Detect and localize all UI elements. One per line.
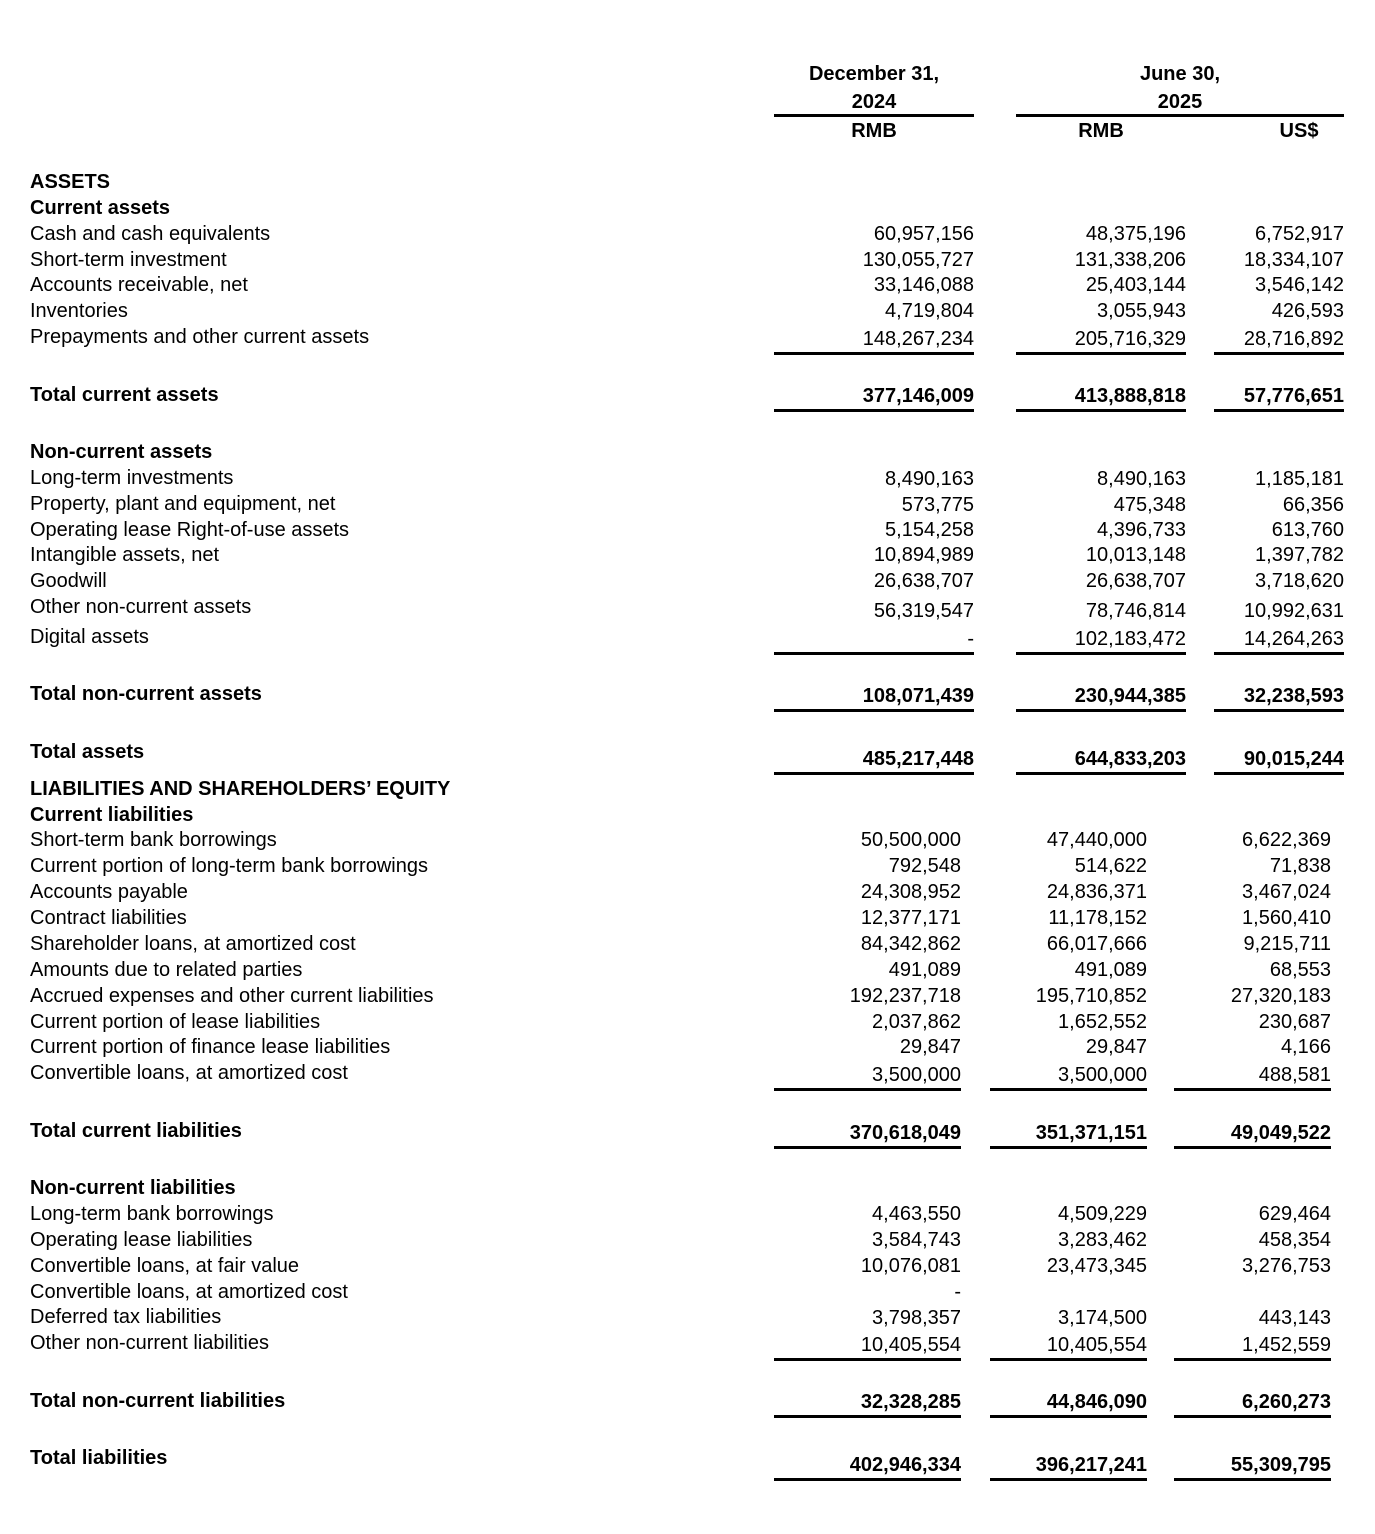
row-label: Contract liabilities	[30, 907, 187, 929]
row-label: Accrued expenses and other current liabilities	[30, 985, 434, 1007]
row-value-col2: 23,473,345	[1046, 1255, 1147, 1277]
row-value-col2: 8,490,163	[1097, 468, 1186, 490]
underline	[1174, 1088, 1331, 1091]
row-value-col2: 514,622	[1074, 855, 1147, 877]
row-value-col2: 4,509,229	[1058, 1203, 1147, 1225]
underline	[1214, 409, 1344, 412]
row-value-col1: 130,055,727	[862, 249, 974, 271]
row-label: Prepayments and other current assets	[30, 326, 370, 348]
total-noncurrent-assets-col2: 230,944,385	[1074, 685, 1186, 707]
underline	[774, 1146, 961, 1149]
row-value-col1: 3,798,357	[872, 1307, 961, 1329]
liabilities-heading: LIABILITIES AND SHAREHOLDERS’ EQUITY	[30, 778, 451, 800]
total-noncurrent-assets-label: Total non-current assets	[30, 683, 262, 705]
row-label: Other non-current liabilities	[30, 1332, 269, 1354]
underline	[1174, 1358, 1331, 1361]
total-noncurrent-liabilities-label: Total non-current liabilities	[30, 1390, 286, 1412]
noncurrent-liabilities-heading: Non-current liabilities	[30, 1177, 236, 1199]
col1-header	[774, 60, 974, 116]
underline	[990, 1358, 1147, 1361]
total-current-assets-label: Total current assets	[30, 384, 219, 406]
row-value-col2: 195,710,852	[1035, 985, 1147, 1007]
row-value-col3: 9,215,711	[1243, 933, 1331, 955]
row-value-col3: 1,397,782	[1255, 544, 1344, 566]
row-label: Other non-current assets	[30, 596, 252, 618]
row-label: Digital assets	[30, 626, 149, 648]
row-value-col3: 3,718,620	[1255, 570, 1344, 592]
row-value-col1: 792,548	[888, 855, 961, 877]
row-value-col3: 18,334,107	[1243, 249, 1344, 271]
total-liabilities-col3: 55,309,795	[1230, 1454, 1331, 1476]
row-value-col2: 29,847	[1085, 1036, 1147, 1058]
row-value-col2: 3,055,943	[1097, 300, 1186, 322]
underline	[990, 1088, 1147, 1091]
row-value-col1: -	[954, 1281, 961, 1303]
underline	[774, 409, 974, 412]
row-value-col1: 26,638,707	[873, 570, 974, 592]
underline	[1016, 352, 1186, 355]
row-value-col1: -	[967, 628, 974, 650]
row-value-col1: 60,957,156	[873, 223, 974, 245]
total-noncurrent-assets-col1: 108,071,439	[862, 685, 974, 707]
total-current-assets-col3: 57,776,651	[1243, 385, 1344, 407]
row-label: Convertible loans, at amortized cost	[30, 1281, 348, 1303]
col1-currency: RMB	[851, 120, 897, 142]
underline	[990, 1146, 1147, 1149]
row-value-col2: 205,716,329	[1074, 328, 1186, 350]
underline	[1016, 709, 1186, 712]
total-current-liabilities-label: Total current liabilities	[30, 1120, 242, 1142]
total-current-liabilities-col3: 49,049,522	[1230, 1122, 1331, 1144]
row-value-col1: 12,377,171	[860, 907, 961, 929]
row-value-col2: 102,183,472	[1074, 628, 1186, 650]
row-value-col1: 56,319,547	[873, 600, 974, 622]
total-liabilities-label: Total liabilities	[30, 1447, 168, 1469]
row-value-col1: 3,584,743	[872, 1229, 961, 1251]
row-label: Current portion of finance lease liabilities	[30, 1036, 391, 1058]
row-value-col3: 71,838	[1269, 855, 1331, 877]
total-assets-col2: 644,833,203	[1074, 748, 1186, 770]
row-label: Operating lease Right-of-use assets	[30, 519, 350, 541]
row-label: Convertible loans, at fair value	[30, 1255, 300, 1277]
current-liabilities-heading: Current liabilities	[30, 804, 194, 826]
row-value-col3: 458,354	[1258, 1229, 1331, 1251]
col1-date-line2: 2024	[851, 91, 897, 113]
current-assets-heading: Current assets	[30, 197, 171, 219]
row-value-col2: 10,013,148	[1085, 544, 1186, 566]
row-value-col1: 10,076,081	[860, 1255, 961, 1277]
col3-currency: US$	[1279, 120, 1319, 142]
row-value-col3: 1,452,559	[1242, 1334, 1331, 1356]
row-value-col1: 3,500,000	[872, 1064, 961, 1086]
row-value-col3: 4,166	[1280, 1036, 1331, 1058]
total-liabilities-col1: 402,946,334	[849, 1454, 961, 1476]
row-value-col1: 5,154,258	[885, 519, 974, 541]
row-label: Cash and cash equivalents	[30, 223, 271, 245]
row-value-col2: 10,405,554	[1046, 1334, 1147, 1356]
underline	[774, 352, 974, 355]
total-assets-col1: 485,217,448	[862, 748, 974, 770]
row-value-col3: 629,464	[1258, 1203, 1331, 1225]
row-label: Current portion of long-term bank borrowings	[30, 855, 428, 877]
row-value-col3: 1,560,410	[1242, 907, 1331, 929]
total-noncurrent-liabilities-col2: 44,846,090	[1046, 1391, 1147, 1413]
underline	[1016, 652, 1186, 655]
row-value-col3: 68,553	[1269, 959, 1331, 981]
underline	[1174, 1146, 1331, 1149]
row-value-col2: 3,283,462	[1058, 1229, 1147, 1251]
underline	[1174, 1415, 1331, 1418]
row-value-col2: 3,174,500	[1058, 1307, 1147, 1329]
row-value-col1: 29,847	[899, 1036, 961, 1058]
row-label: Intangible assets, net	[30, 544, 220, 566]
underline	[1174, 1478, 1331, 1481]
underline	[1214, 772, 1344, 775]
total-current-assets-col2: 413,888,818	[1074, 385, 1186, 407]
total-noncurrent-liabilities-col1: 32,328,285	[860, 1391, 961, 1413]
row-value-col3: 443,143	[1258, 1307, 1331, 1329]
group2-date-line2: 2025	[1157, 91, 1203, 113]
underline	[774, 709, 974, 712]
underline	[1016, 409, 1186, 412]
row-value-col3: 6,752,917	[1255, 223, 1344, 245]
underline	[774, 772, 974, 775]
row-value-col1: 2,037,862	[872, 1011, 961, 1033]
row-value-col2: 11,178,152	[1048, 907, 1147, 929]
row-value-col3: 14,264,263	[1243, 628, 1344, 650]
row-label: Current portion of lease liabilities	[30, 1011, 321, 1033]
underline	[774, 1358, 961, 1361]
underline	[1214, 652, 1344, 655]
row-label: Long-term investments	[30, 467, 234, 489]
total-assets-col3: 90,015,244	[1243, 748, 1344, 770]
row-value-col1: 491,089	[888, 959, 961, 981]
row-value-col2: 3,500,000	[1058, 1064, 1147, 1086]
col1-date-line1: December 31,	[808, 63, 940, 85]
row-label: Accounts receivable, net	[30, 274, 248, 296]
underline	[1016, 772, 1186, 775]
total-assets-label: Total assets	[30, 741, 145, 763]
row-value-col3: 426,593	[1271, 300, 1344, 322]
group2-header	[1016, 60, 1344, 116]
row-label: Shareholder loans, at amortized cost	[30, 933, 356, 955]
row-value-col3: 230,687	[1258, 1011, 1331, 1033]
row-value-col2: 66,017,666	[1046, 933, 1147, 955]
row-label: Short-term bank borrowings	[30, 829, 277, 851]
row-value-col3: 6,622,369	[1242, 829, 1331, 851]
row-value-col1: 50,500,000	[860, 829, 961, 851]
row-value-col1: 573,775	[901, 494, 974, 516]
row-label: Short-term investment	[30, 249, 227, 271]
total-noncurrent-assets-col3: 32,238,593	[1243, 685, 1344, 707]
row-value-col1: 4,719,804	[885, 300, 974, 322]
underline	[1214, 709, 1344, 712]
underline	[990, 1415, 1147, 1418]
row-value-col2: 78,746,814	[1085, 600, 1186, 622]
row-label: Property, plant and equipment, net	[30, 493, 336, 515]
row-value-col1: 24,308,952	[860, 881, 961, 903]
row-value-col2: 25,403,144	[1085, 274, 1186, 296]
row-value-col2: 26,638,707	[1085, 570, 1186, 592]
underline	[990, 1478, 1147, 1481]
row-value-col2: 475,348	[1113, 494, 1186, 516]
row-label: Convertible loans, at amortized cost	[30, 1062, 348, 1084]
row-value-col1: 84,342,862	[860, 933, 961, 955]
total-current-assets-col1: 377,146,009	[862, 385, 974, 407]
row-value-col3: 1,185,181	[1255, 468, 1344, 490]
row-value-col1: 148,267,234	[862, 328, 974, 350]
total-liabilities-col2: 396,217,241	[1035, 1454, 1147, 1476]
row-value-col2: 47,440,000	[1046, 829, 1147, 851]
row-value-col2: 4,396,733	[1097, 519, 1186, 541]
row-value-col1: 10,894,989	[873, 544, 974, 566]
row-value-col3: 3,276,753	[1242, 1255, 1331, 1277]
row-value-col2: 1,652,552	[1058, 1011, 1147, 1033]
row-value-col1: 8,490,163	[885, 468, 974, 490]
assets-heading: ASSETS	[30, 171, 111, 193]
row-value-col2: 48,375,196	[1085, 223, 1186, 245]
row-value-col3: 27,320,183	[1230, 985, 1331, 1007]
row-value-col3: 66,356	[1282, 494, 1344, 516]
row-value-col3: 3,467,024	[1242, 881, 1331, 903]
row-value-col2: 491,089	[1074, 959, 1147, 981]
row-value-col2: 131,338,206	[1074, 249, 1186, 271]
row-value-col1: 33,146,088	[873, 274, 974, 296]
row-value-col1: 4,463,550	[872, 1203, 961, 1225]
underline	[774, 652, 974, 655]
row-value-col3: 613,760	[1271, 519, 1344, 541]
row-label: Operating lease liabilities	[30, 1229, 253, 1251]
underline	[774, 1088, 961, 1091]
row-label: Goodwill	[30, 570, 107, 592]
row-label: Long-term bank borrowings	[30, 1203, 274, 1225]
underline	[774, 1415, 961, 1418]
total-current-liabilities-col2: 351,371,151	[1035, 1122, 1147, 1144]
underline	[774, 1478, 961, 1481]
row-label: Inventories	[30, 300, 128, 322]
noncurrent-assets-heading: Non-current assets	[30, 441, 213, 463]
total-current-liabilities-col1: 370,618,049	[849, 1122, 961, 1144]
group2-date-line1: June 30,	[1139, 63, 1221, 85]
row-value-col3: 10,992,631	[1243, 600, 1344, 622]
row-label: Deferred tax liabilities	[30, 1306, 222, 1328]
row-value-col1: 192,237,718	[849, 985, 961, 1007]
row-value-col3: 488,581	[1258, 1064, 1331, 1086]
row-value-col2: 24,836,371	[1046, 881, 1147, 903]
row-label: Accounts payable	[30, 881, 188, 903]
total-noncurrent-liabilities-col3: 6,260,273	[1242, 1391, 1331, 1413]
row-value-col1: 10,405,554	[860, 1334, 961, 1356]
col2-currency: RMB	[1078, 120, 1124, 142]
row-value-col3: 3,546,142	[1255, 274, 1344, 296]
row-value-col3: 28,716,892	[1243, 328, 1344, 350]
row-label: Amounts due to related parties	[30, 959, 303, 981]
underline	[1214, 352, 1344, 355]
